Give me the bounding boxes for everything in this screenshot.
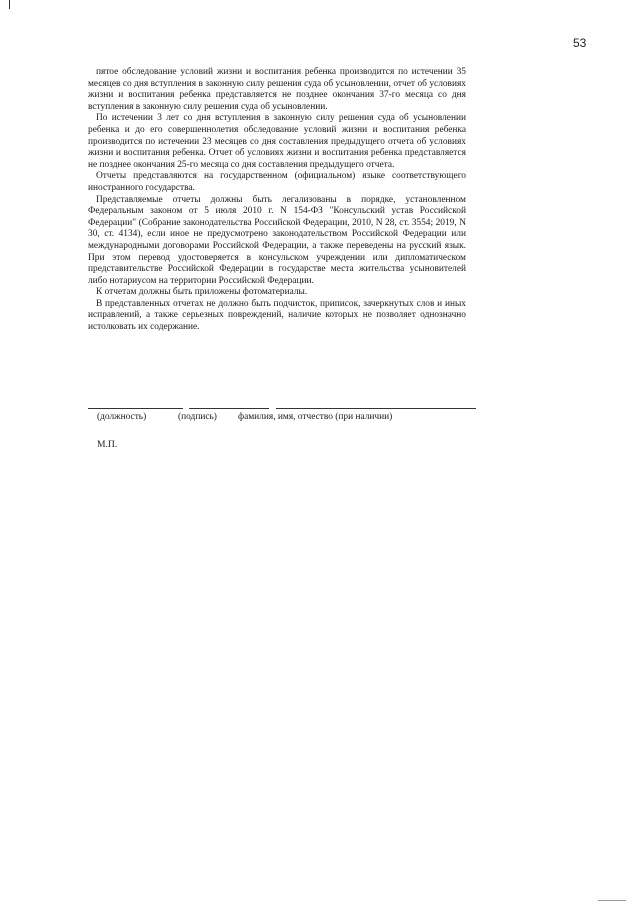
signature-label: (подпись) — [178, 412, 217, 422]
position-label: (должность) — [97, 412, 147, 422]
signature-lines — [88, 408, 480, 410]
stamp-place-label: М.П. — [97, 439, 118, 450]
page-number: 53 — [573, 36, 587, 50]
paragraph-corrections: В представленных отчетах не должно быть подчисток, приписок, зачеркнутых слов и иных исправлений, а также серьезных повреждений, наличие которых не позволяет однозначно истолковать их содержание. — [88, 298, 466, 333]
document-body — [88, 67, 466, 334]
paragraph-after-3-years: По истечении 3 лет со дня вступления в законную силу решения суда об усыновлении ребенка и до его совершеннолетия обследование условий жизни и воспитания ребенка производится по истечении 23 месяцев со дня составления предыдущего отчета об условиях жизни и воспитания ребенка. Отчет об условиях жизни и воспитания ребенка представляется не позднее окончания 25-го месяца со дня составления предыдущего отчета. — [88, 113, 466, 170]
paragraph-legalization: Представляемые отчеты должны быть легализованы в порядке, установленном Федеральным законом от 5 июля 2010 г. N 154-ФЗ "Консульский устав Российской Федерации" (Собрание законодательства Российской Федерации, 2010, N 28, ст. 3554; 2019, N 30, ст. 4134), если иное не предусмотрено законодательством Российской Федерации или международными договорами Российской Федерации, а также переведены на русский язык. При этом перевод удостоверяется в консульском учреждении или дипломатическом представительстве Российской Федерации в государстве места жительства усыновителей либо нотариусом на территории Российской Федерации. — [88, 194, 466, 286]
signature-line — [189, 408, 269, 409]
paragraph-language: Отчеты представляются на государственном (официальном) языке соответствующего иностранного государства. — [88, 171, 466, 193]
scan-edge-mark — [598, 900, 626, 901]
position-line — [88, 408, 183, 409]
signature-labels — [97, 412, 437, 425]
paragraph-photos: К отчетам должны быть приложены фотоматериалы. — [96, 287, 308, 298]
name-line — [276, 408, 476, 409]
scan-corner-mark — [9, 0, 10, 9]
paragraph-fifth-inspection: пятое обследование условий жизни и воспитания ребенка производится по истечении 35 месяцев со дня вступления в законную силу решения суда об усыновлении, отчет об условиях жизни и воспитания ребенка представляется не позднее окончания 37-го месяца со дня вступления в законную силу решения суда об усыновлении. — [88, 67, 466, 112]
name-label: фамилия, имя, отчество (при наличии) — [238, 412, 393, 422]
